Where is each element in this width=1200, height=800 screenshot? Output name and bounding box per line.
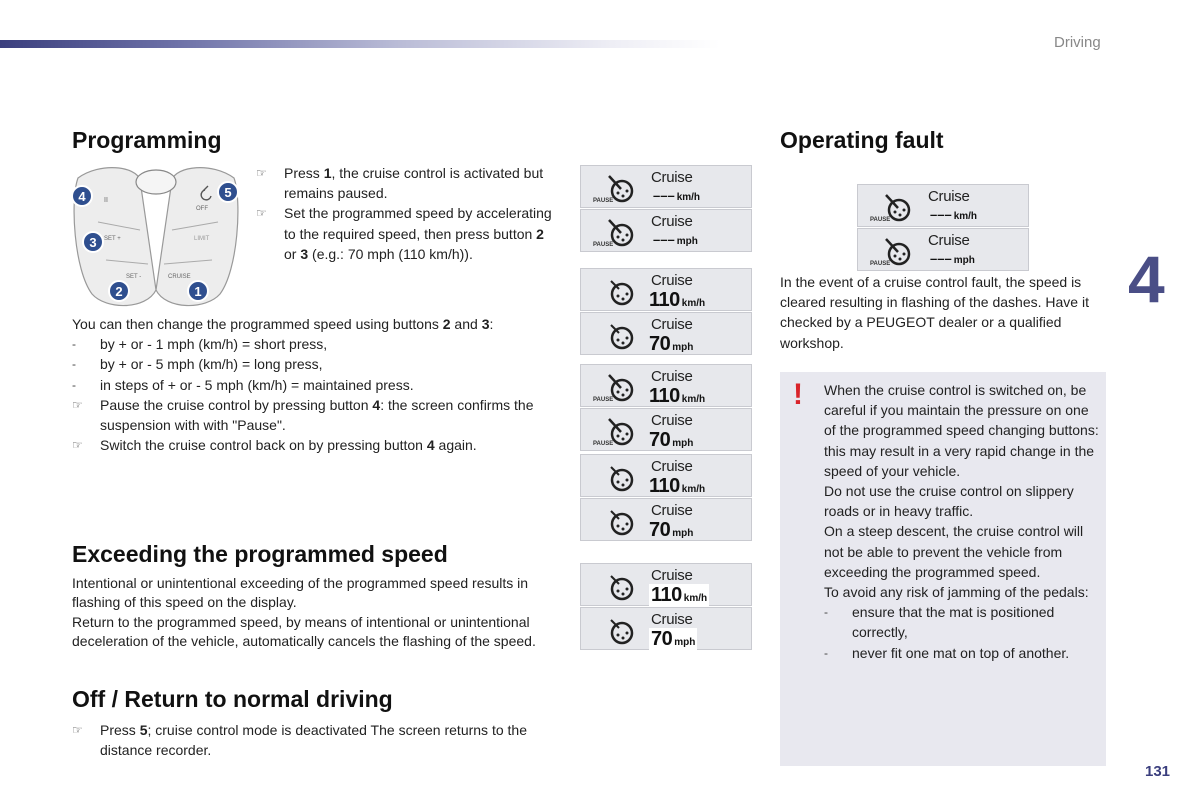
off-text: ☞ Press 5; cruise control mode is deactivated The screen returns to the distance recorder. <box>72 722 527 759</box>
cruise-title: Cruise <box>651 368 693 385</box>
display-exceed-70 <box>580 607 752 650</box>
resume-item: ☞ Switch the cruise control back on by pressing button 4 again. <box>72 435 562 455</box>
cruise-title: Cruise <box>651 458 693 475</box>
cruise-gauge-icon <box>607 277 637 307</box>
bullet-hand-icon: ☞ <box>256 206 267 221</box>
exceeding-paragraph-2: Return to the programmed speed, by means of intentional or unintentional deceleration of the vehicle, automatically cancels the flashing of the speed. <box>72 613 536 649</box>
label-limit: LIMIT <box>194 236 210 242</box>
display-fault-kmh <box>857 184 1029 227</box>
chapter-number: 4 <box>1128 242 1165 316</box>
set-speed: 110 km/h <box>649 385 706 407</box>
display-exceed-110 <box>580 563 752 606</box>
exceeding-paragraph-1: Intentional or unintentional exceeding of the programmed speed results in flashing of this speed on the display. <box>72 575 529 611</box>
dash-item: - in steps of + or - 5 mph (km/h) = maintained press. <box>72 376 414 393</box>
set-speed: 110 km/h <box>649 289 706 311</box>
warning-line: When the cruise control is switched on, be careful if you maintain the pressure on one of the programmed speed changing buttons: this may result in a very rapid change in the speed of your vehicle. <box>824 382 1099 479</box>
bullet-hand-icon: ☞ <box>72 397 83 412</box>
button-3-badge <box>83 232 103 252</box>
display-active-kmh <box>580 268 752 311</box>
step-activate: ☞ Press 1, the cruise control is activated but remains paused. <box>256 165 544 202</box>
off-heading: Off / Return to normal driving <box>72 686 393 712</box>
display-resumed-70 <box>580 498 752 541</box>
button-5-badge <box>218 182 238 202</box>
cruise-gauge-icon <box>607 463 637 493</box>
warning-text: When the cruise control is switched on, be careful if you maintain the pressure on one of the programmed speed changing buttons: this may result in a very rapid change in the speed of your vehicle. Do not use the cruise control on slippery roads or in heavy traffic. On a steep descent, the cruise control will not be able to prevent the vehicle from exceeding the programmed speed. To avoid any risk of jamming of the pedals: - ensure that the mat is positioned correctly, - never fit one mat on top of another. <box>824 380 1104 663</box>
button-3-number: 3 <box>89 235 97 250</box>
cruise-title: Cruise <box>651 169 693 186</box>
cruise-title: Cruise <box>651 567 693 584</box>
page-number: 131 <box>1145 763 1171 780</box>
programming-steps <box>256 163 556 264</box>
speed-dashes: ––– km/h <box>930 207 978 222</box>
button-5-number: 5 <box>224 185 232 200</box>
pause-item: ☞ Pause the cruise control by pressing button 4: the screen confirms the suspension with with "Pause". <box>72 396 534 434</box>
fault-text: In the event of a cruise control fault, the speed is cleared resulting in flashing of the dashes. Have it checked by a PEUGEOT dealer or a qualified workshop. <box>780 274 1089 351</box>
cruise-title: Cruise <box>651 272 693 289</box>
cruise-title: Cruise <box>651 611 693 628</box>
change-intro: You can then change the programmed speed using buttons 2 and 3: <box>72 316 494 332</box>
pause-label: PAUSE <box>593 441 614 447</box>
display-active-mph <box>580 312 752 355</box>
set-speed: 70 mph <box>649 429 694 451</box>
bullet-hand-icon: ☞ <box>256 166 267 180</box>
cruise-title: Cruise <box>928 232 970 249</box>
pause-label: PAUSE <box>870 217 891 223</box>
exceeding-heading: Exceeding the programmed speed <box>72 541 448 567</box>
section-name: Driving <box>1054 34 1101 51</box>
button-2-badge <box>109 281 129 301</box>
set-speed: 110 km/h <box>649 475 706 497</box>
display-paused-110 <box>580 364 752 407</box>
cruise-gauge-icon <box>607 507 637 537</box>
label-set-minus: SET - <box>126 274 142 280</box>
button-1-number: 1 <box>194 284 202 299</box>
set-speed: 110 km/h <box>651 584 708 606</box>
label-off: OFF <box>196 206 208 212</box>
display-fault-mph <box>857 228 1029 271</box>
pause-label: PAUSE <box>593 397 614 403</box>
warning-line: To avoid any risk of jamming of the pedals: <box>824 584 1089 601</box>
cruise-title: Cruise <box>928 188 970 205</box>
display-resumed-110 <box>580 454 752 497</box>
set-speed: 70 mph <box>649 519 694 541</box>
button-2-number: 2 <box>115 284 123 299</box>
warning-line: Do not use the cruise control on slippery roads or in heavy traffic. <box>824 483 1074 520</box>
cruise-title: Cruise <box>651 213 693 230</box>
button-4-number: 4 <box>78 189 86 204</box>
label-cruise: CRUISE <box>168 274 191 280</box>
display-paused-70 <box>580 408 752 451</box>
programming-heading: Programming <box>72 127 222 153</box>
set-speed: 70 mph <box>649 333 694 355</box>
label-ii: II <box>104 197 108 204</box>
cruise-gauge-icon <box>607 321 637 351</box>
button-4-badge <box>72 186 92 206</box>
dash-item: - by + or - 1 mph (km/h) = short press, <box>72 336 328 353</box>
speed-dashes: ––– km/h <box>653 188 701 203</box>
warning-line: On a steep descent, the cruise control will not be able to prevent the vehicle from exceeding the programmed speed. <box>824 523 1084 580</box>
display-paused-kmh <box>580 165 752 208</box>
pause-label: PAUSE <box>870 261 891 267</box>
pause-label: PAUSE <box>593 198 614 204</box>
cruise-gauge-icon <box>607 616 637 646</box>
set-speed: 70 mph <box>651 628 696 650</box>
label-set-plus: SET + <box>104 236 121 242</box>
fault-heading: Operating fault <box>780 127 944 153</box>
pause-label: PAUSE <box>593 242 614 248</box>
header-gradient-bar <box>0 40 720 48</box>
exceeding-text <box>72 574 542 651</box>
button-1-badge <box>188 281 208 301</box>
speed-dashes: ––– mph <box>653 232 698 247</box>
speed-dashes: ––– mph <box>930 251 975 266</box>
warning-exclamation-icon: ! <box>793 378 803 411</box>
bullet-hand-icon: ☞ <box>72 723 83 737</box>
display-paused-mph <box>580 209 752 252</box>
bullet-hand-icon: ☞ <box>72 438 83 453</box>
cruise-title: Cruise <box>651 412 693 429</box>
steering-controls-illustration <box>70 160 242 310</box>
cruise-title: Cruise <box>651 502 693 519</box>
dash-item: - by + or - 5 mph (km/h) = long press, <box>72 356 323 373</box>
step-set-speed: ☞ Set the programmed speed by accelerating to the required speed, then press button 2 or 3 (e.g.: 70 mph (110 km/h)). <box>256 205 552 262</box>
cruise-gauge-icon <box>607 572 637 602</box>
cruise-title: Cruise <box>651 316 693 333</box>
programming-change-speed <box>72 314 562 455</box>
